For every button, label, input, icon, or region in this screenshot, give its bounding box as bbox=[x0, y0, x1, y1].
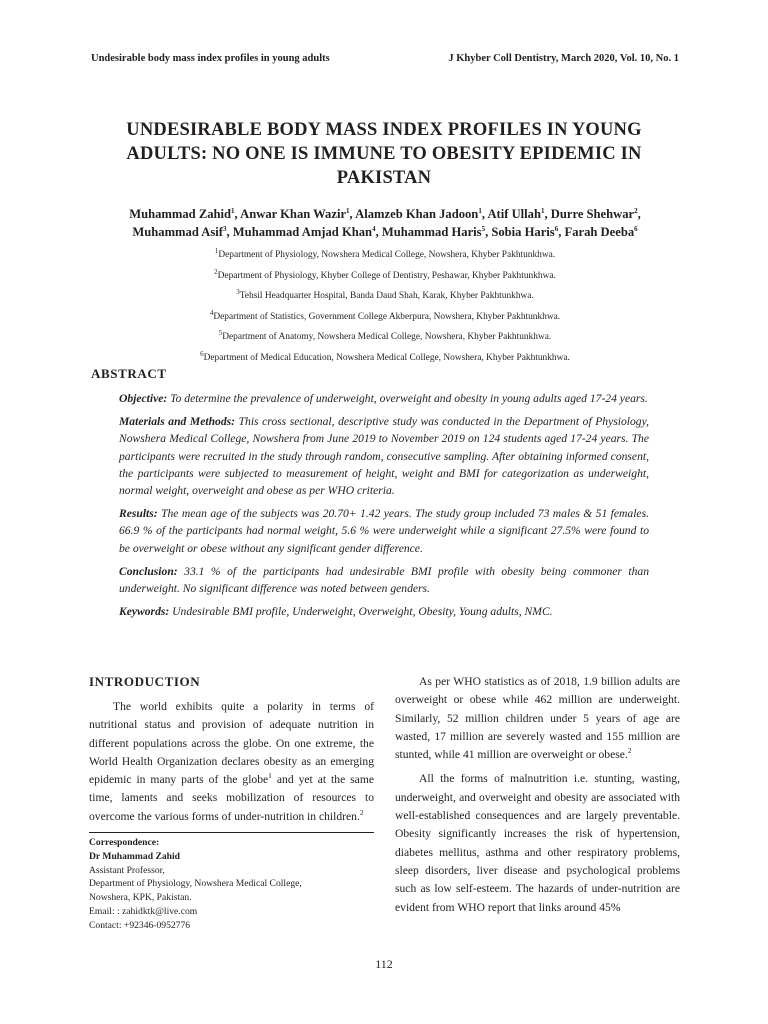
author-affil-ref: 4 bbox=[372, 224, 376, 233]
author-separator: , bbox=[234, 207, 241, 221]
correspondence-box bbox=[89, 832, 374, 933]
author-affil-ref: 6 bbox=[634, 224, 638, 233]
affiliation-list bbox=[91, 245, 679, 368]
running-header-journal: J Khyber Coll Dentistry, March 2020, Vol. 10, No. 1 bbox=[448, 53, 679, 64]
abstract-label: Results: bbox=[119, 507, 158, 521]
author-separator: , bbox=[481, 207, 488, 221]
affiliation bbox=[91, 327, 679, 348]
author-name: Muhammad Haris bbox=[381, 225, 482, 239]
running-header-title: Undesirable body mass index profiles in young adults bbox=[91, 53, 330, 64]
introduction-heading: INTRODUCTION bbox=[89, 674, 201, 689]
correspondence-contact: Contact: +92346-0952776 bbox=[89, 919, 191, 931]
author-name: Alamzeb Khan Jadoon bbox=[355, 207, 479, 221]
abstract-results bbox=[119, 505, 649, 557]
running-header bbox=[91, 53, 679, 64]
abstract-label: Materials and Methods: bbox=[119, 415, 236, 429]
author-affil-ref: 1 bbox=[478, 206, 482, 215]
author-separator: , bbox=[349, 207, 356, 221]
affiliation-number: 5 bbox=[218, 328, 223, 337]
author-name: Muhammad Asif bbox=[132, 225, 223, 239]
correspondence-heading: Correspondence: bbox=[89, 837, 160, 849]
affiliation-text: Department of Anatomy, Nowshera Medical College, Nowshera, Khyber Pakhtunkhwa. bbox=[222, 332, 552, 342]
abstract-body bbox=[119, 390, 649, 626]
correspondence-department: Department of Physiology, Nowshera Medical College, bbox=[89, 878, 302, 890]
abstract-label: Conclusion: bbox=[119, 564, 178, 578]
author-name: Farah Deeba bbox=[564, 225, 635, 239]
article-title bbox=[80, 118, 688, 190]
affiliation bbox=[91, 266, 679, 287]
affiliation-number: 4 bbox=[209, 308, 214, 317]
author-affil-ref: 1 bbox=[231, 206, 235, 215]
paragraph-text: The world exhibits quite a polarity in terms of nutritional status and provision of adequate nutrition in different populations across the globe. On one extreme, the World Health Organization declares obesity as an emerging epidemic in many parts of the globe bbox=[89, 700, 374, 787]
affiliation bbox=[91, 307, 679, 328]
title-line: PAKISTAN bbox=[336, 168, 432, 188]
correspondence-email: Email: : zahidktk@live.com bbox=[89, 906, 198, 918]
abstract-text: The mean age of the subjects was 20.70+ 1.42 years. The study group included 73 males & 51 females. 66.9 % of the participants had normal weight, 5.6 % were underweight while a significant 27.5% were found to be overweight or obese without any significant gender difference. bbox=[119, 507, 649, 555]
abstract-text: This cross sectional, descriptive study was conducted in the Department of Physiology, Nowshera Medical College, Nowshera from June 2019 to November 2019 on 124 students aged 17-24 years. The participants were recruited in the study through random, consecutive sampling. After obtaining informed consent, the participants were subjected to measurement of height, weight and BMI for categorization as underweight, normal weight, overweight and obese as per WHO criteria. bbox=[119, 415, 650, 498]
abstract-text: 33.1 % of the participants had undesirable BMI profile with obesity being commoner than underweight. No significant difference was noted between genders. bbox=[119, 564, 650, 596]
affiliation-text: Department of Medical Education, Nowshera Medical College, Nowshera, Khyber Pakhtunkhwa. bbox=[203, 352, 570, 363]
right-column bbox=[395, 673, 680, 923]
affiliation-text: Department of Physiology, Khyber College of Dentistry, Peshawar, Khyber Pakhtunkhwa. bbox=[217, 270, 556, 281]
author-affil-ref: 1 bbox=[540, 206, 545, 215]
author-name: Atif Ullah bbox=[487, 207, 541, 221]
intro-paragraph-2 bbox=[395, 673, 680, 764]
affiliation bbox=[91, 245, 679, 266]
citation-ref: 1 bbox=[268, 771, 272, 781]
abstract-text: To determine the prevalence of underweight, overweight and obesity in young adults aged 17-24 years. bbox=[170, 392, 648, 405]
author-line bbox=[88, 205, 682, 223]
paragraph-text: As per WHO statistics as of 2018, 1.9 billion adults are overweight or obese while 462 million are underweight. Similarly, 52 million children under 5 years of age are wasted, 17 million are severely wasted and 155 million are stunted, while 41 million are overweight or obese. bbox=[395, 675, 680, 762]
affiliation-number: 3 bbox=[236, 287, 240, 296]
author-affil-ref: 5 bbox=[481, 224, 486, 233]
left-column bbox=[89, 673, 374, 933]
abstract-methods bbox=[119, 413, 649, 499]
abstract-label: Objective: bbox=[119, 392, 168, 405]
citation-ref: 2 bbox=[359, 807, 364, 817]
affiliation-number: 6 bbox=[200, 349, 204, 358]
author-list bbox=[88, 205, 682, 241]
correspondence-name: Dr Muhammad Zahid bbox=[89, 850, 180, 862]
abstract-heading: ABSTRACT bbox=[91, 366, 167, 381]
author-name: Anwar Khan Wazir bbox=[240, 207, 347, 221]
author-affil-ref: 2 bbox=[634, 206, 638, 215]
author-affil-ref: 6 bbox=[554, 224, 559, 233]
author-line bbox=[88, 223, 682, 241]
citation-ref: 2 bbox=[627, 746, 632, 756]
abstract-objective bbox=[119, 390, 649, 407]
author-name: Sobia Haris bbox=[491, 225, 555, 239]
affiliation bbox=[91, 348, 679, 369]
affiliation bbox=[91, 286, 679, 307]
author-separator: , bbox=[558, 225, 565, 239]
paragraph-text: and yet at the same time, laments and seeks mobilization of resources to overcome the various forms of under-nutrition in children. bbox=[89, 773, 374, 823]
author-affil-ref: 3 bbox=[223, 224, 227, 233]
affiliation-text: Department of Physiology, Nowshera Medical College, Nowshera, Khyber Pakhtunkhwa. bbox=[218, 250, 556, 260]
title-line: ADULTS: NO ONE IS IMMUNE TO OBESITY EPIDEMIC IN bbox=[126, 144, 642, 164]
abstract-label: Keywords: bbox=[119, 605, 170, 619]
correspondence-place: Nowshera, KPK, Pakistan. bbox=[89, 892, 192, 904]
abstract-text: Undesirable BMI profile, Underweight, Overweight, Obesity, Young adults, NMC. bbox=[172, 605, 553, 619]
author-separator: , bbox=[226, 225, 233, 239]
abstract-conclusion bbox=[119, 563, 649, 597]
abstract-keywords bbox=[119, 603, 649, 620]
author-affil-ref: 1 bbox=[346, 206, 350, 215]
author-name: Muhammad Amjad Khan bbox=[232, 225, 373, 239]
page-number: 112 bbox=[375, 957, 393, 971]
intro-paragraph-3: All the forms of malnutrition i.e. stunting, wasting, underweight, and overweight and obesity are associated with well-established consequences and are largely preventable. Obesity significantly increases the risk of hypertension, diabetes mellitus, asthma and other respiratory problems, sleep disorders, liver disease and psychological problems such as low self-esteem. The hazards of under-nutrition are evident from WHO report that links around 45% bbox=[395, 772, 680, 914]
affiliation-number: 2 bbox=[214, 267, 218, 276]
author-separator: , bbox=[637, 207, 641, 221]
title-line: UNDESIRABLE BODY MASS INDEX PROFILES IN YOUNG bbox=[126, 120, 642, 140]
affiliation-number: 1 bbox=[214, 246, 219, 255]
author-name: Durre Shehwar bbox=[550, 207, 635, 221]
affiliation-text: Department of Statistics, Government College Akberpura, Nowshera, Khyber Pakhtunkhwa. bbox=[213, 311, 561, 322]
correspondence-position: Assistant Professor, bbox=[89, 864, 165, 876]
affiliation-text: Tehsil Headquarter Hospital, Banda Daud Shah, Karak, Khyber Pakhtunkhwa. bbox=[239, 291, 534, 301]
author-separator: , bbox=[485, 225, 492, 239]
author-separator: , bbox=[544, 207, 551, 221]
author-name: Muhammad Zahid bbox=[129, 207, 232, 221]
intro-paragraph-1 bbox=[89, 698, 374, 826]
author-separator: , bbox=[375, 225, 382, 239]
